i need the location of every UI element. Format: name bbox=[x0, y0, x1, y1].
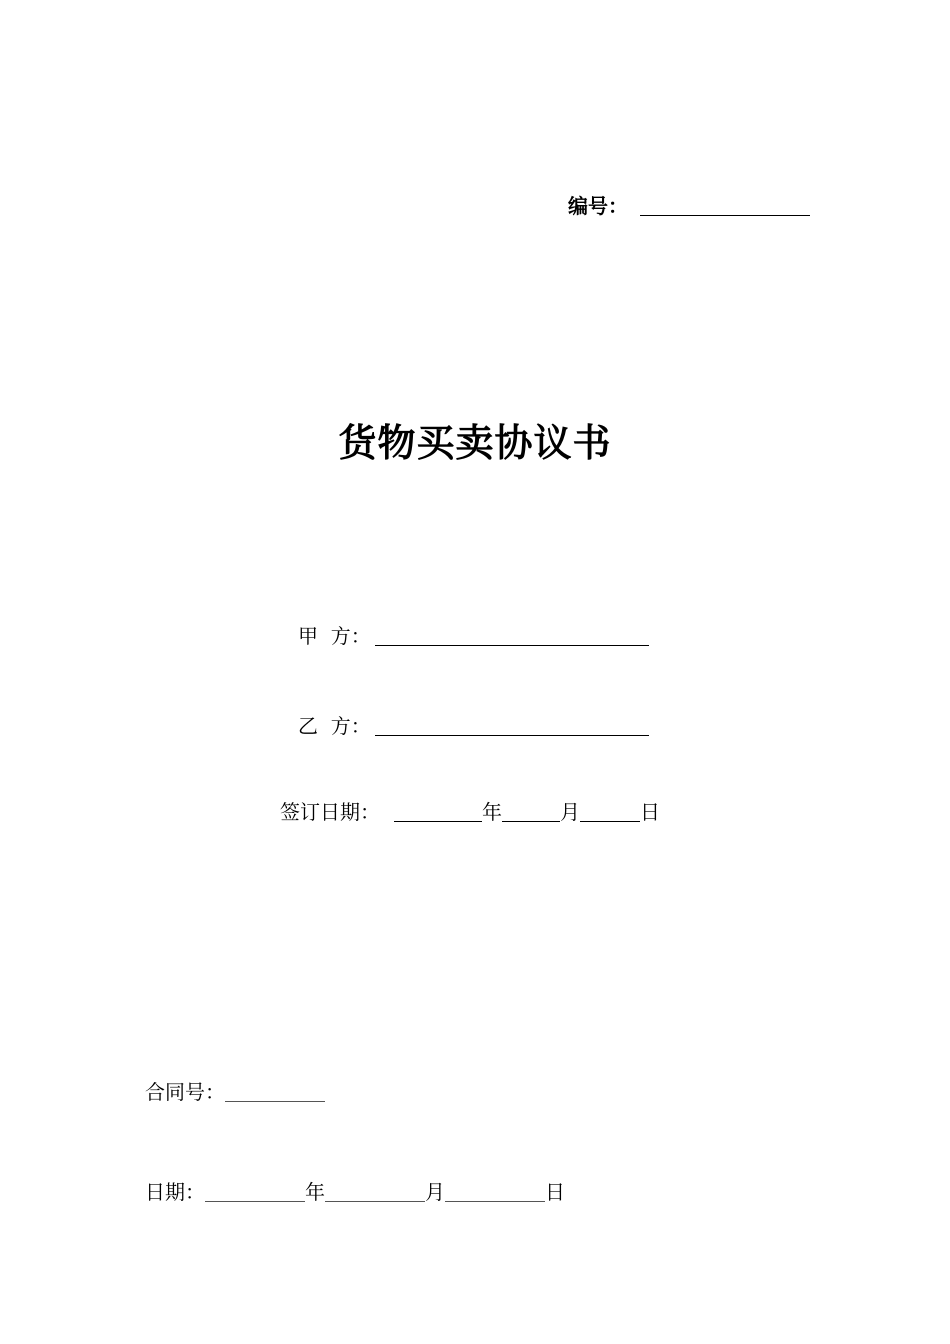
footer-month-label: 月 bbox=[425, 1180, 445, 1204]
footer-year-label: 年 bbox=[305, 1180, 325, 1204]
footer-date-label: 日期： bbox=[145, 1180, 205, 1204]
party-a-row bbox=[298, 620, 649, 649]
document-number-blank bbox=[640, 214, 810, 216]
footer-day-blank bbox=[445, 1200, 545, 1202]
signing-month-label: 月 bbox=[560, 800, 580, 824]
footer-date-row bbox=[145, 1176, 565, 1205]
footer-day-label: 日 bbox=[545, 1180, 565, 1204]
party-b-row bbox=[298, 710, 649, 739]
party-b-blank bbox=[375, 734, 649, 736]
footer-month-blank bbox=[325, 1200, 425, 1202]
party-b-label: 乙 方： bbox=[298, 714, 371, 738]
signing-year-blank bbox=[394, 820, 482, 822]
contract-number-label: 合同号： bbox=[145, 1080, 225, 1104]
signing-month-blank bbox=[502, 820, 560, 822]
contract-number-blank bbox=[225, 1100, 325, 1102]
party-a-label: 甲 方： bbox=[298, 624, 371, 648]
signing-date-label: 签订日期： bbox=[280, 800, 380, 824]
signing-day-blank bbox=[580, 820, 640, 822]
signing-year-label: 年 bbox=[482, 800, 502, 824]
footer-year-blank bbox=[205, 1200, 305, 1202]
contract-number-row bbox=[145, 1076, 325, 1105]
document-number-row bbox=[568, 190, 810, 219]
party-a-blank bbox=[375, 644, 649, 646]
signing-day-label: 日 bbox=[640, 800, 660, 824]
page-title: 货物买卖协议书 bbox=[338, 421, 612, 465]
document-number-label: 编号： bbox=[568, 194, 628, 218]
signing-date-row bbox=[280, 796, 660, 825]
